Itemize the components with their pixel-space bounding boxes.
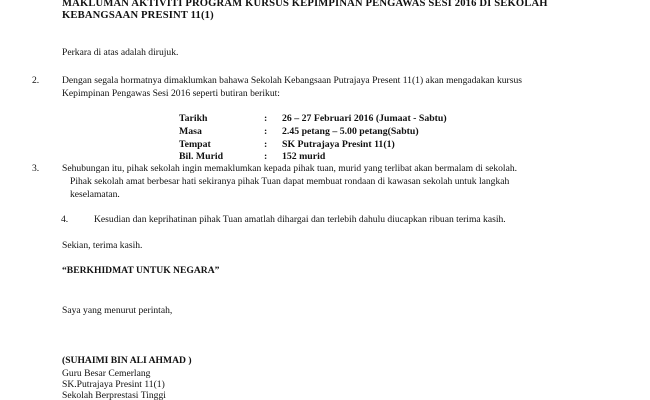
signature-position: Guru Besar Cemerlang bbox=[62, 368, 151, 379]
signature-note: Sekolah Berprestasi Tinggi bbox=[62, 390, 166, 400]
closing-line: Sekian, terima kasih. bbox=[62, 240, 143, 251]
details-colon-tempat: : bbox=[264, 139, 268, 150]
details-label-bil-murid: Bil. Murid bbox=[179, 151, 224, 162]
details-value-tempat: SK Putrajaya Presint 11(1) bbox=[282, 139, 395, 150]
paragraph-2-line-2: Kepimpinan Pengawas Sesi 2016 seperti butiran berikut: bbox=[62, 88, 280, 99]
details-label-tempat: Tempat bbox=[179, 139, 211, 150]
signature-name: (SUHAIMI BIN ALI AHMAD ) bbox=[62, 355, 192, 366]
title-line-1: MAKLUMAN AKTIVITI PROGRAM KURSUS KEPIMPINAN PENGAWAS SESI 2016 DI SEKOLAH bbox=[62, 0, 548, 9]
signature-school: SK.Putrajaya Presint 11(1) bbox=[62, 379, 165, 390]
paragraph-number-2: 2. bbox=[32, 75, 40, 86]
paragraph-3-line-3: keselamatan. bbox=[70, 189, 120, 200]
details-label-tarikh: Tarikh bbox=[179, 113, 208, 124]
details-colon-masa: : bbox=[264, 126, 268, 137]
paragraph-3-line-2: Pihak sekolah amat berbesar hati sekiranya pihak Tuan dapat membuat rondaan di kawasan sekolah untuk langkah bbox=[70, 176, 510, 187]
motto: “BERKHIDMAT UNTUK NEGARA” bbox=[62, 265, 220, 276]
details-value-bil-murid: 152 murid bbox=[282, 151, 326, 162]
details-colon-bil-murid: : bbox=[264, 151, 268, 162]
paragraph-number-4: 4. bbox=[61, 214, 69, 225]
paragraph-3-line-1: Sehubungan itu, pihak sekolah ingin memaklumkan kepada pihak tuan, murid yang terlibat akan bermalam di sekolah. bbox=[62, 163, 518, 174]
paragraph-2-line-1: Dengan segala hormatnya dimaklumkan bahawa Sekolah Kebangsaan Putrajaya Present 11(1) akan mengadakan kursus bbox=[62, 75, 522, 86]
details-label-masa: Masa bbox=[179, 126, 202, 137]
details-value-tarikh: 26 – 27 Februari 2016 (Jumaat - Sabtu) bbox=[282, 113, 447, 124]
paragraph-number-3: 3. bbox=[32, 163, 40, 174]
paragraph-4-text: Kesudian dan keprihatinan pihak Tuan amatlah dihargai dan terlebih dahulu diucapkan ribuan terima kasih. bbox=[94, 214, 506, 225]
obedient-line: Saya yang menurut perintah, bbox=[62, 305, 173, 316]
intro-paragraph: Perkara di atas adalah dirujuk. bbox=[62, 47, 179, 58]
details-colon-tarikh: : bbox=[264, 113, 268, 124]
title-line-2: KEBANGSAAN PRESINT 11(1) bbox=[62, 10, 214, 21]
details-value-masa: 2.45 petang – 5.00 petang(Sabtu) bbox=[282, 126, 419, 137]
